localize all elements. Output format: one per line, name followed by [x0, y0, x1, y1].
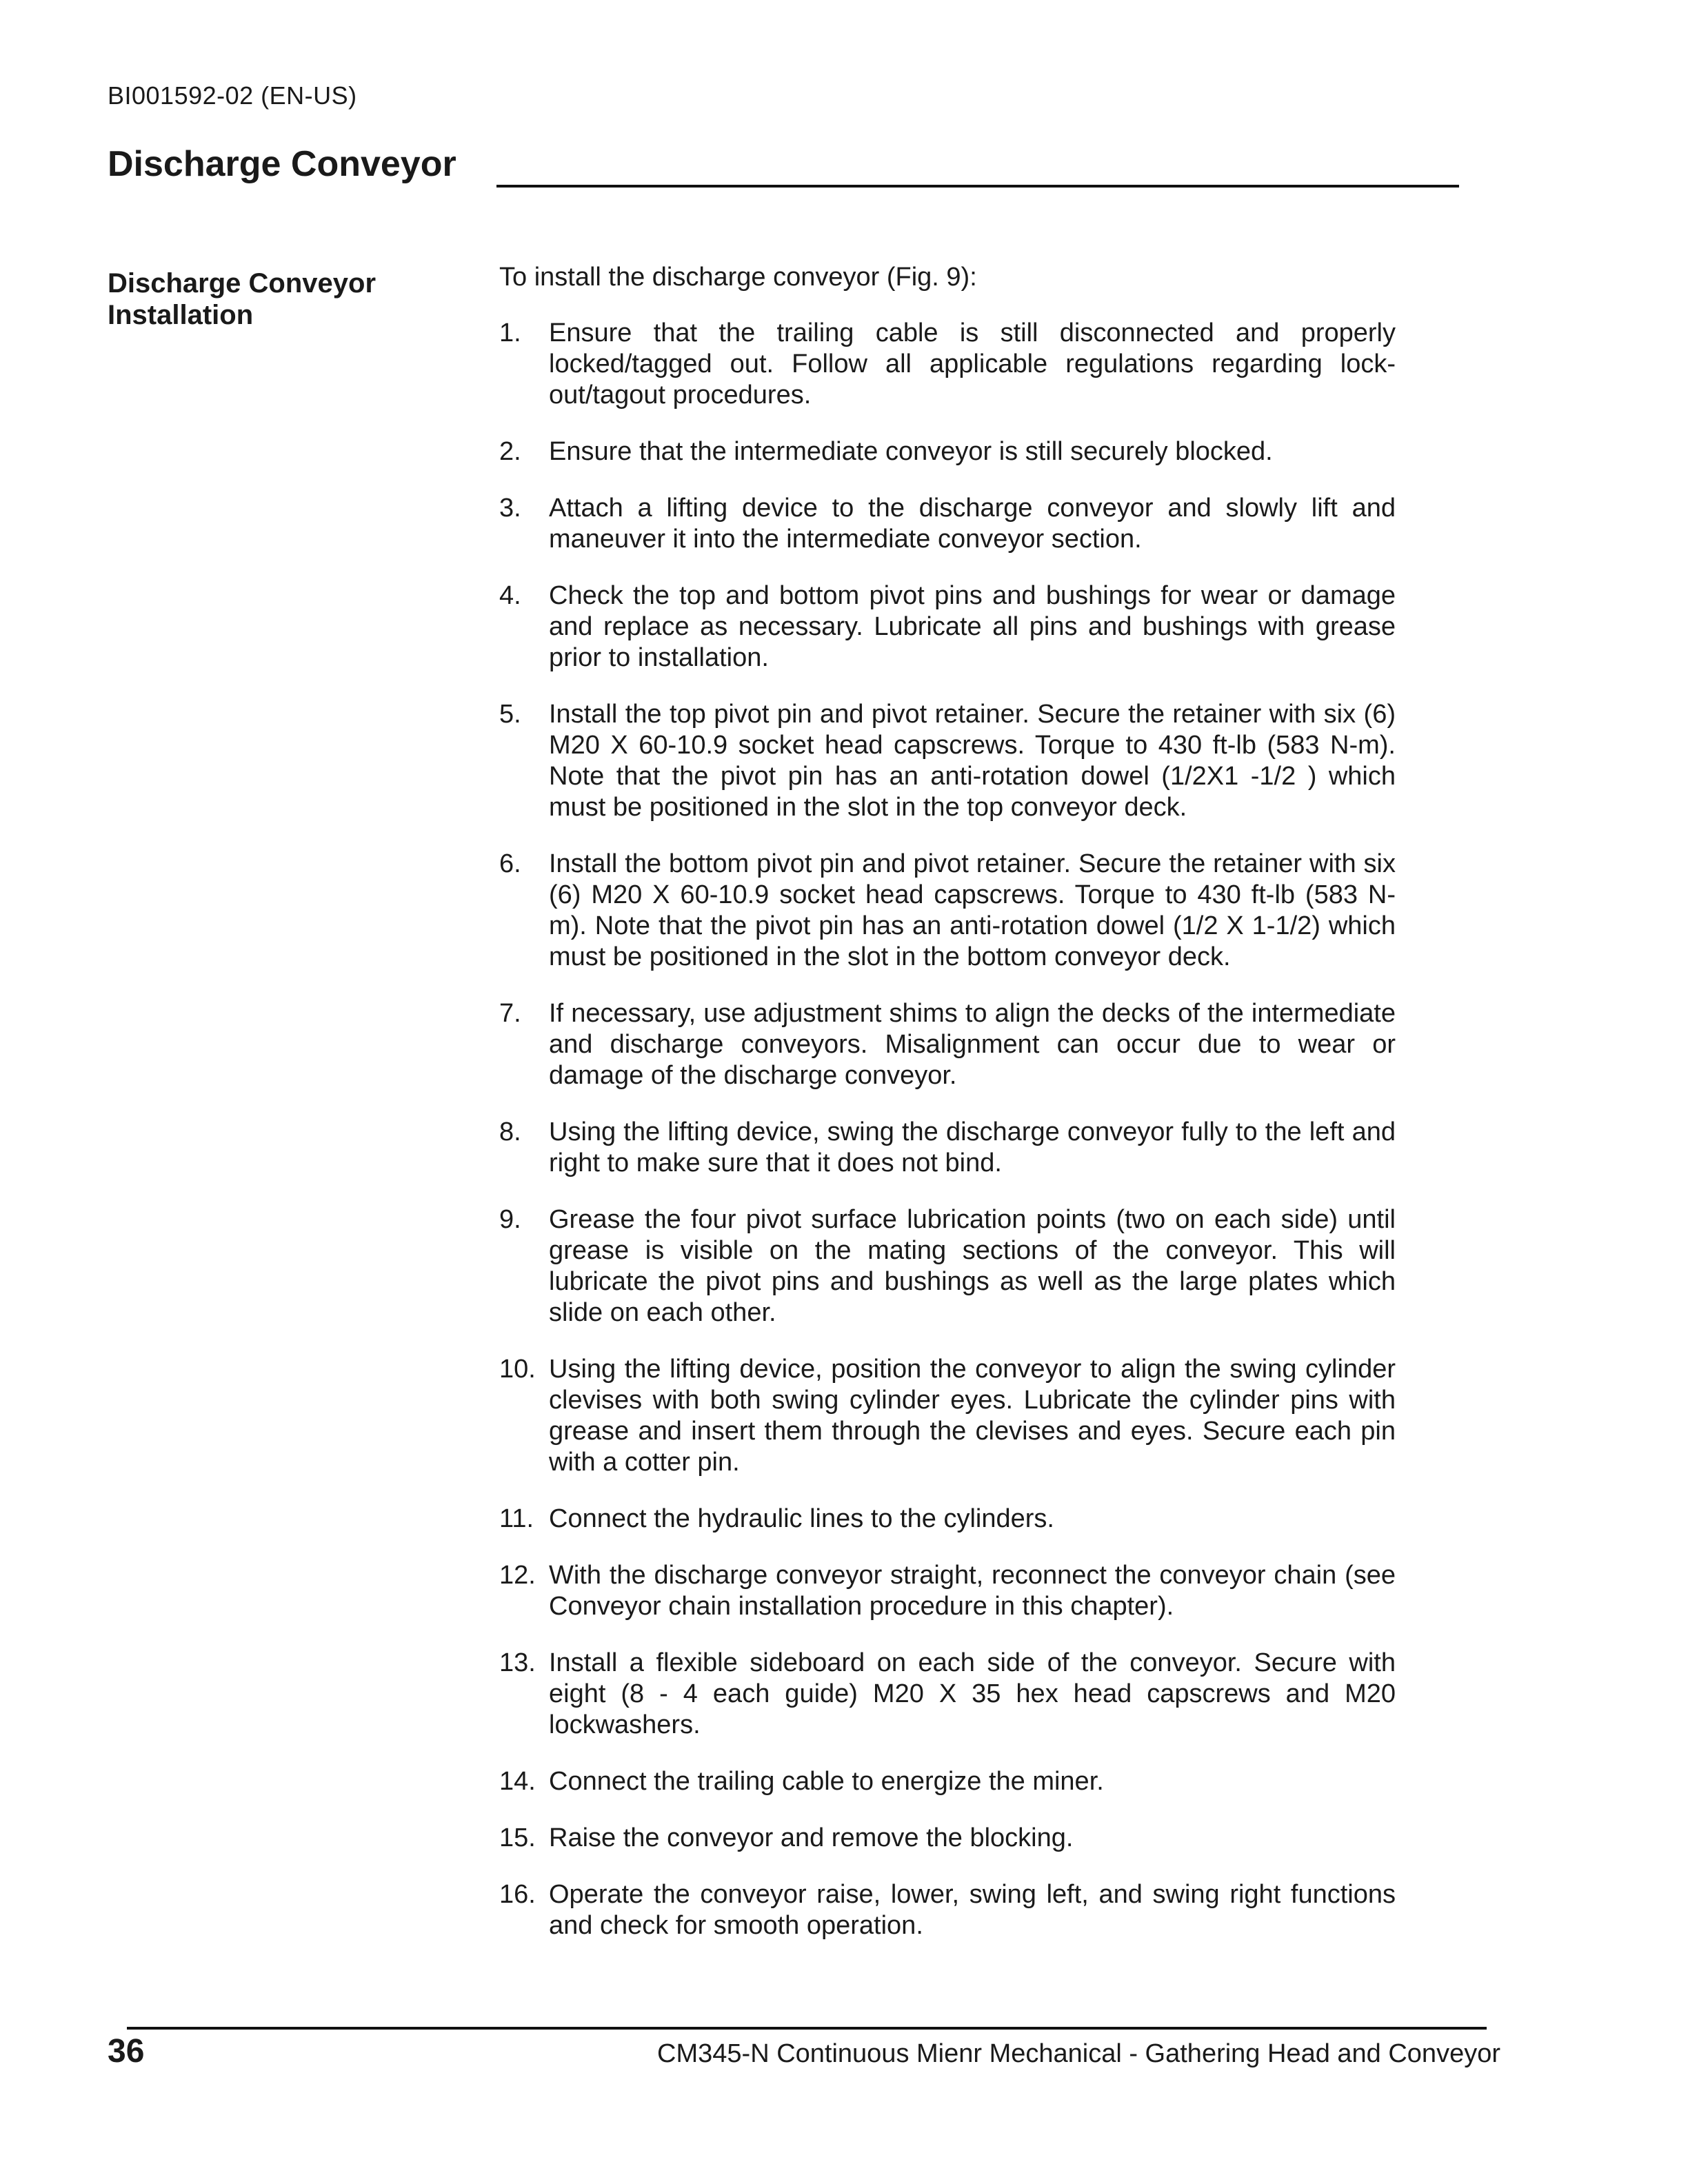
step-item	[499, 580, 1396, 674]
step-text: If necessary, use adjustment shims to align the decks of the intermediate and discharge conveyors. Misalignment can occur due to wear or damage of the discharge conveyor.	[549, 999, 1396, 1090]
step-text: Operate the conveyor raise, lower, swing left, and swing right functions and check for smooth operation.	[549, 1880, 1396, 1940]
step-text: Using the lifting device, position the conveyor to align the swing cylinder clevises with both swing cylinder eyes. Lubricate the cylinder pins with grease and insert them through the clevises and eyes. Secure each pin with a cotter pin.	[549, 1355, 1396, 1477]
title-rule	[496, 185, 1459, 188]
step-item	[499, 1560, 1396, 1622]
step-item	[499, 1766, 1396, 1797]
step-item	[499, 699, 1396, 823]
step-number: 16.	[499, 1880, 536, 1909]
step-number: 6.	[499, 849, 521, 878]
step-number: 11.	[499, 1504, 534, 1533]
step-number: 2.	[499, 437, 521, 466]
document-id: BI001592-02 (EN-US)	[108, 81, 357, 110]
section-header	[108, 143, 1459, 192]
step-number: 7.	[499, 999, 521, 1028]
step-text: Attach a lifting device to the discharge conveyor and slowly lift and maneuver it into the intermediate conveyor section.	[549, 494, 1396, 554]
section-title: Discharge Conveyor	[108, 144, 456, 184]
step-number: 9.	[499, 1205, 521, 1234]
step-text: Grease the four pivot surface lubrication points (two on each side) until grease is visible on the mating sections of the conveyor. This will lubricate the pivot pins and bushings as well as the large plates which slide on each other.	[549, 1205, 1396, 1327]
step-number: 3.	[499, 494, 521, 523]
step-item	[499, 318, 1396, 411]
step-text: Connect the hydraulic lines to the cylinders.	[549, 1504, 1054, 1533]
step-item	[499, 1117, 1396, 1179]
step-number: 15.	[499, 1823, 536, 1852]
step-number: 8.	[499, 1118, 521, 1146]
step-number: 12.	[499, 1561, 536, 1590]
step-item	[499, 436, 1396, 467]
step-text: Ensure that the intermediate conveyor is still securely blocked.	[549, 437, 1273, 466]
steps-list	[499, 318, 1396, 1941]
step-item	[499, 1823, 1396, 1854]
step-text: With the discharge conveyor straight, reconnect the conveyor chain (see Conveyor chain installation procedure in this chapter).	[549, 1561, 1396, 1621]
side-heading: Discharge Conveyor Installation	[108, 268, 376, 330]
footer-text: CM345-N Continuous Mienr Mechanical - Gathering Head and Conveyor	[657, 2039, 1500, 2068]
step-text: Install the bottom pivot pin and pivot retainer. Secure the retainer with six (6) M20 X 60-10.9 socket head capscrews. Torque to 430 ft-lb (583 N-m). Note that the pivot pin has an anti-rotation dowel (1/2 X 1-1/2) which must be positioned in the slot in the bottom conveyor deck.	[549, 849, 1396, 971]
step-item	[499, 1879, 1396, 1941]
step-item	[499, 998, 1396, 1091]
step-item	[499, 849, 1396, 973]
step-item	[499, 493, 1396, 555]
step-item	[499, 1504, 1396, 1535]
step-item	[499, 1204, 1396, 1328]
step-number: 10.	[499, 1355, 536, 1384]
step-item	[499, 1648, 1396, 1741]
step-number: 1.	[499, 318, 521, 347]
step-number: 5.	[499, 700, 521, 729]
step-text: Connect the trailing cable to energize the miner.	[549, 1767, 1104, 1796]
step-number: 14.	[499, 1767, 536, 1796]
step-text: Raise the conveyor and remove the blocking.	[549, 1823, 1074, 1852]
footer-rule	[127, 2027, 1487, 2030]
step-item	[499, 1354, 1396, 1478]
step-text: Install the top pivot pin and pivot retainer. Secure the retainer with six (6) M20 X 60-10.9 socket head capscrews. Torque to 430 ft-lb (583 N-m). Note that the pivot pin has an anti-rotation dowel (1/2X1 -1/2 ) which must be positioned in the slot in the top conveyor deck.	[549, 700, 1396, 822]
step-text: Using the lifting device, swing the discharge conveyor fully to the left and right to make sure that it does not bind.	[549, 1118, 1396, 1177]
step-number: 13.	[499, 1648, 536, 1677]
step-number: 4.	[499, 581, 521, 610]
step-text: Install a flexible sideboard on each side of the conveyor. Secure with eight (8 - 4 each guide) M20 X 35 hex head capscrews and M20 lockwashers.	[549, 1648, 1396, 1739]
intro-text: To install the discharge conveyor (Fig. 9):	[499, 263, 977, 292]
step-text: Check the top and bottom pivot pins and bushings for wear or damage and replace as necessary. Lubricate all pins and bushings with grease prior to installation.	[549, 581, 1396, 672]
step-text: Ensure that the trailing cable is still disconnected and properly locked/tagged out. Follow all applicable regulations regarding lock-out/tagout procedures.	[549, 318, 1396, 410]
instructions-column	[499, 262, 1396, 1967]
page-number: 36	[108, 2033, 145, 2070]
